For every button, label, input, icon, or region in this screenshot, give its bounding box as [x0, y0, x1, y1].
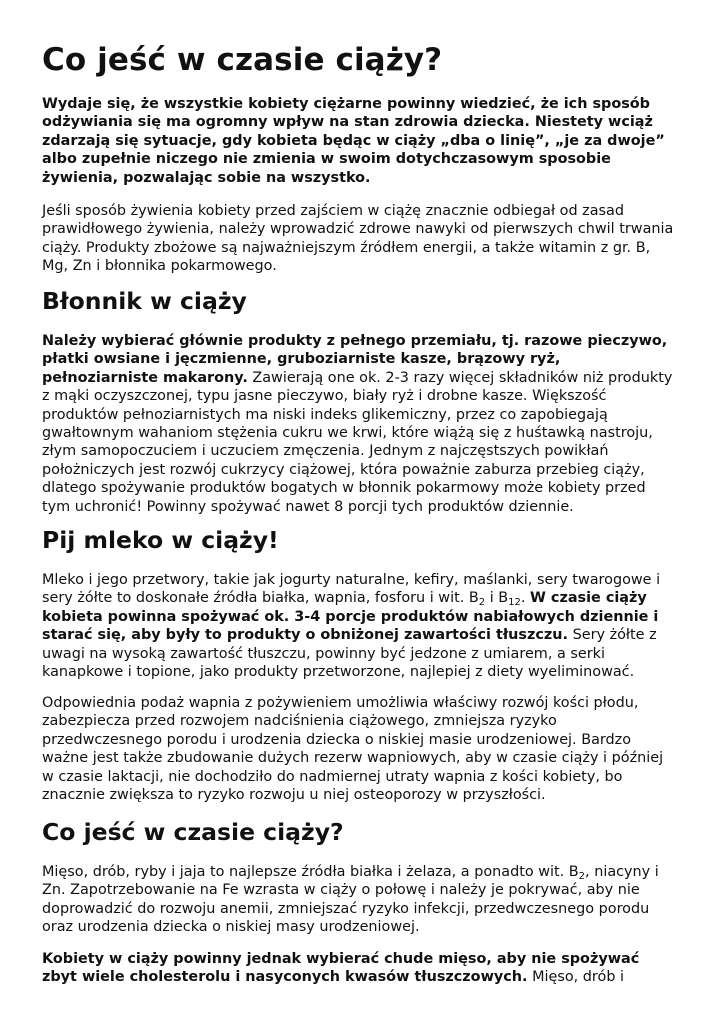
text-run: Jeśli sposób żywienia kobiety przed zajściem w ciążę znacznie odbiegał od zasad: [42, 203, 624, 219]
text-run: Zawierają one ok. 2-3 razy więcej składników niż produkty: [247, 369, 673, 386]
grain-paragraph: [42, 202, 692, 276]
text-line: [42, 749, 692, 767]
text-run: .: [520, 590, 531, 607]
text-line: [42, 918, 692, 936]
text-line: [42, 95, 692, 113]
text-run: Mięso, drób i: [527, 969, 625, 986]
text-line: [42, 387, 692, 405]
fiber-paragraph: [42, 332, 692, 516]
text-line: [42, 442, 692, 460]
text-line: [42, 900, 692, 918]
text-run: z mąki oczyszczonej, typu jasne pieczywo, biały ryż i drobne kasze. Większość: [42, 388, 607, 405]
text-line: [42, 257, 692, 275]
text-run: ciąży. Produkty zbożowe są najważniejszym źródłem energii, a także witamin z gr. B,: [42, 239, 651, 256]
text-line: [42, 461, 692, 479]
subscript: 2: [578, 871, 586, 882]
text-run: Odpowiednia podaż wapnia z pożywieniem umożliwia właściwy rozwój kości płodu,: [42, 695, 639, 711]
text-run: przedwczesnego porodu i urodzenia dziecka o niskiej masie urodzeniowej. Bardzo: [42, 731, 632, 748]
heading-fiber: Błonnik w ciąży: [42, 287, 247, 315]
bold-text: zbyt wiele cholesterolu i nasyconych kwasów tłuszczowych.: [42, 969, 528, 986]
text-line: [42, 150, 692, 168]
text-run: znacznie zwiększa to ryzyko rozwoju u niej osteoporozy w przyszłości.: [42, 786, 546, 803]
text-run: prawidłowego żywienia, należy wprowadzić zdrowe nawyki od pierwszych chwil trwania: [42, 221, 674, 238]
bold-text: starać się, aby były to produkty o obniżonej zawartości tłuszczu.: [42, 627, 568, 644]
bold-text: żywienia, pozwalając sobie na wszystko.: [42, 169, 371, 186]
lean-meat-paragraph: [42, 950, 692, 987]
bold-text: Należy wybierać głównie produkty z pełnego przemiału, tj. razowe pieczywo,: [42, 333, 668, 349]
text-line: [42, 571, 692, 589]
text-run: ważne jest także zbudowanie dużych rezerw wapniowych, aby w czasie ciąży i później: [42, 750, 664, 767]
text-line: [42, 332, 692, 350]
text-line: [42, 881, 692, 899]
text-run: , niacyny i: [585, 864, 659, 880]
text-run: dlatego spożywanie produktów bogatych w błonnik pokarmowy może kobiety przed: [42, 480, 646, 497]
text-line: [42, 132, 692, 150]
page-title: Co jeść w czasie ciąży?: [42, 42, 443, 78]
heading-what-to-eat: Co jeść w czasie ciąży?: [42, 818, 344, 846]
text-line: [42, 768, 692, 786]
text-line: [42, 786, 692, 804]
text-line: [42, 350, 692, 368]
text-run: gwałtownym wahaniom stężenia cukru we krwi, które wiążą się z huśtawką nastroju,: [42, 424, 653, 441]
bold-text: W czasie ciąży: [530, 590, 647, 607]
bold-text: odżywiania się ma ogromny wpływ na stan zdrowia dziecka. Niestety wciąż: [42, 114, 653, 131]
text-run: Sery żółte z: [568, 627, 657, 644]
text-line: [42, 968, 692, 986]
text-run: Mg, Zn i błonnika pokarmowego.: [42, 258, 277, 275]
text-run: sery żółte to doskonałe źródła białka, wapnia, fosforu i wit. B: [42, 590, 479, 607]
text-line: [42, 626, 692, 644]
bold-text: zdarzają się sytuacje, gdy kobieta będąc w ciąży „dba o linię”, „je za dwoje”: [42, 132, 665, 149]
text-line: [42, 498, 692, 516]
text-line: [42, 406, 692, 424]
text-line: [42, 863, 692, 881]
text-line: [42, 608, 692, 626]
text-line: [42, 694, 692, 712]
bold-text: Wydaje się, że wszystkie kobiety ciężarne powinny wiedzieć, że ich sposób: [42, 96, 650, 112]
text-line: [42, 731, 692, 749]
bold-text: Kobiety w ciąży powinny jednak wybierać chude mięso, aby nie spożywać: [42, 951, 640, 967]
text-line: [42, 424, 692, 442]
text-run: Zn. Zapotrzebowanie na Fe wzrasta w ciąży o połowę i należy je pokrywać, aby nie: [42, 882, 640, 899]
text-line: [42, 220, 692, 238]
subscript: 12: [508, 597, 521, 609]
text-line: [42, 479, 692, 497]
text-run: zabezpiecza przed rozwojem nadciśnienia ciążowego, zmniejsza ryzyko: [42, 713, 557, 730]
meat-paragraph: [42, 863, 692, 937]
subscript: 2: [478, 597, 486, 609]
bold-text: albo zupełnie niczego nie zmienia w swoim dotychczasowym sposobie: [42, 151, 611, 168]
milk-paragraph: [42, 571, 692, 681]
text-run: położniczych jest rozwój cukrzycy ciążowej, która poważnie zaburza przebieg ciąży,: [42, 461, 645, 478]
calcium-paragraph: [42, 694, 692, 804]
text-run: produktów pełnoziarnistych ma niski indeks glikemiczny, przez co zapobiegają: [42, 406, 608, 423]
bold-text: płatki owsiane i jęczmienne, gruboziarniste kasze, brązowy ryż,: [42, 351, 561, 368]
text-line: [42, 202, 692, 220]
text-line: [42, 712, 692, 730]
bold-text: pełnoziarniste makarony.: [42, 369, 248, 386]
text-run: uwagi na wysoką zawartość tłuszczu, powinny być jedzone z umiarem, a serki: [42, 645, 605, 662]
text-run: oraz urodzenia dziecka o niskiej masy urodzeniowej.: [42, 919, 420, 936]
text-run: Mleko i jego przetwory, takie jak jogurty naturalne, kefiry, maślanki, sery twarogowe i: [42, 572, 661, 588]
text-run: kanapkowe i topione, jako produkty przetworzone, najlepiej z diety wyeliminować.: [42, 663, 635, 680]
text-line: [42, 950, 692, 968]
intro-paragraph: [42, 95, 692, 187]
text-line: [42, 645, 692, 663]
text-run: w czasie laktacji, nie dochodziło do nadmiernej utraty wapnia z kości kobiety, bo: [42, 768, 623, 785]
text-line: [42, 169, 692, 187]
text-run: złym samopoczuciem i uczuciem zmęczenia. Jednym z najczęstszych powikłań: [42, 443, 609, 460]
text-run: doprowadzić do rozwoju anemii, zmniejszać ryzyko infekcji, przedwczesnego porodu: [42, 900, 650, 917]
text-run: i B: [485, 590, 509, 607]
bold-text: kobieta powinna spożywać ok. 3-4 porcje produktów nabiałowych dziennie i: [42, 608, 659, 625]
heading-milk: Pij mleko w ciąży!: [42, 526, 279, 554]
text-line: [42, 369, 692, 387]
text-line: [42, 663, 692, 681]
text-line: [42, 589, 692, 607]
text-line: [42, 113, 692, 131]
text-run: tym uchronić! Powinny spożywać nawet 8 porcji tych produktów dziennie.: [42, 498, 574, 515]
text-run: Mięso, drób, ryby i jaja to najlepsze źródła białka i żelaza, a ponadto wit. B: [42, 864, 579, 880]
text-line: [42, 239, 692, 257]
